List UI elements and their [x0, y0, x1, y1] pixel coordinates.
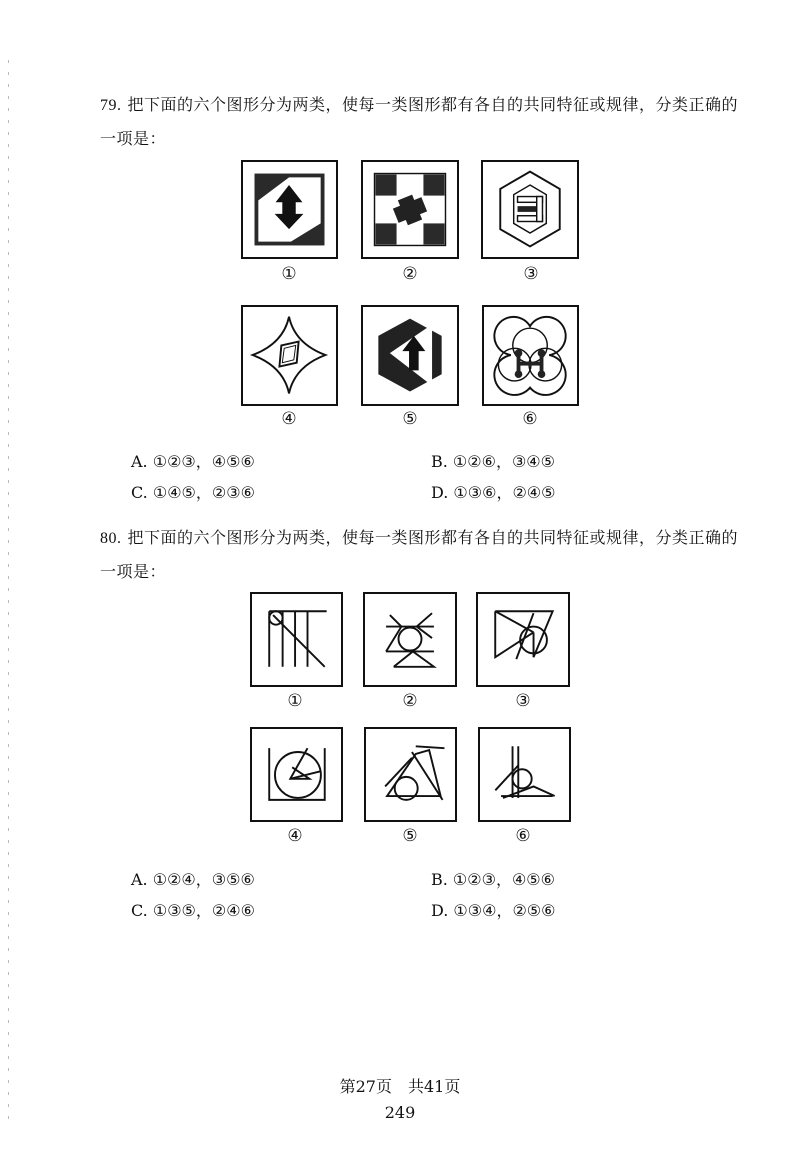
q80-option-c[interactable]: C. ①③⑤，②④⑥ [131, 901, 255, 920]
q80-figure-5-drawing [366, 729, 455, 820]
q80-figure-3 [476, 592, 570, 687]
question-80-number: 80. [100, 530, 122, 547]
q80-option-b[interactable]: B. ①②③，④⑤⑥ [431, 870, 555, 889]
q80-figure-2-drawing [365, 594, 455, 685]
q80-figure-4-label: ④ [287, 826, 303, 846]
question-79-number: 79. [100, 97, 122, 114]
q80-figure-6 [478, 727, 571, 822]
q80-figure-2-label: ② [402, 691, 418, 711]
q80-figure-6-label: ⑥ [515, 826, 531, 846]
question-80-text: 80. 把下面的六个图形分为两类，使每一类图形都有各自的共同特征或规律，分类正确的一项是： [100, 528, 739, 581]
question-79-text: 79. 把下面的六个图形分为两类，使每一类图形都有各自的共同特征或规律，分类正确的一项是： [100, 95, 739, 148]
q80-figure-6-drawing [480, 729, 569, 820]
q79-figure-6 [482, 305, 579, 406]
q80-figure-1 [250, 592, 343, 687]
q79-figure-2-label: ② [402, 264, 418, 284]
q79-figure-4-label: ④ [281, 409, 297, 429]
binding-margin [8, 60, 9, 1120]
q80-figure-2 [363, 592, 457, 687]
q79-option-d[interactable]: D. ①③⑥，②④⑤ [431, 483, 556, 502]
q80-figure-3-drawing [478, 594, 568, 685]
q80-figure-1-drawing [252, 594, 341, 685]
q80-option-d[interactable]: D. ①③④，②⑤⑥ [431, 901, 556, 920]
q79-figure-4-drawing [243, 307, 336, 404]
q79-figure-2 [361, 160, 459, 259]
q79-figure-3-drawing [483, 162, 577, 257]
q79-figure-4 [241, 305, 338, 406]
q80-figure-3-label: ③ [515, 691, 531, 711]
q79-figure-3 [481, 160, 579, 259]
page-number: 249 [384, 1103, 416, 1122]
q80-figure-5-label: ⑤ [402, 826, 418, 846]
q80-figure-4-drawing [252, 729, 341, 820]
q80-figure-5 [364, 727, 457, 822]
q80-figure-4 [250, 727, 343, 822]
q79-option-a[interactable]: A. ①②③，④⑤⑥ [131, 452, 255, 471]
q79-figure-1-label: ① [281, 264, 297, 284]
q79-figure-5 [361, 305, 459, 406]
q80-figure-1-label: ① [287, 691, 303, 711]
q79-option-c[interactable]: C. ①④⑤，②③⑥ [131, 483, 255, 502]
q79-figure-6-label: ⑥ [522, 409, 538, 429]
q79-figure-6-drawing [484, 307, 577, 404]
q80-option-a[interactable]: A. ①②④，③⑤⑥ [131, 870, 255, 889]
q79-figure-2-drawing [363, 162, 457, 257]
q79-figure-1-drawing [243, 162, 336, 257]
q79-figure-3-label: ③ [523, 264, 539, 284]
page-info: 第27页 共41页 [339, 1077, 461, 1096]
q79-option-b[interactable]: B. ①②⑥，③④⑤ [431, 452, 555, 471]
q79-figure-1 [241, 160, 338, 259]
q79-figure-5-drawing [363, 307, 457, 404]
q79-figure-5-label: ⑤ [402, 409, 418, 429]
